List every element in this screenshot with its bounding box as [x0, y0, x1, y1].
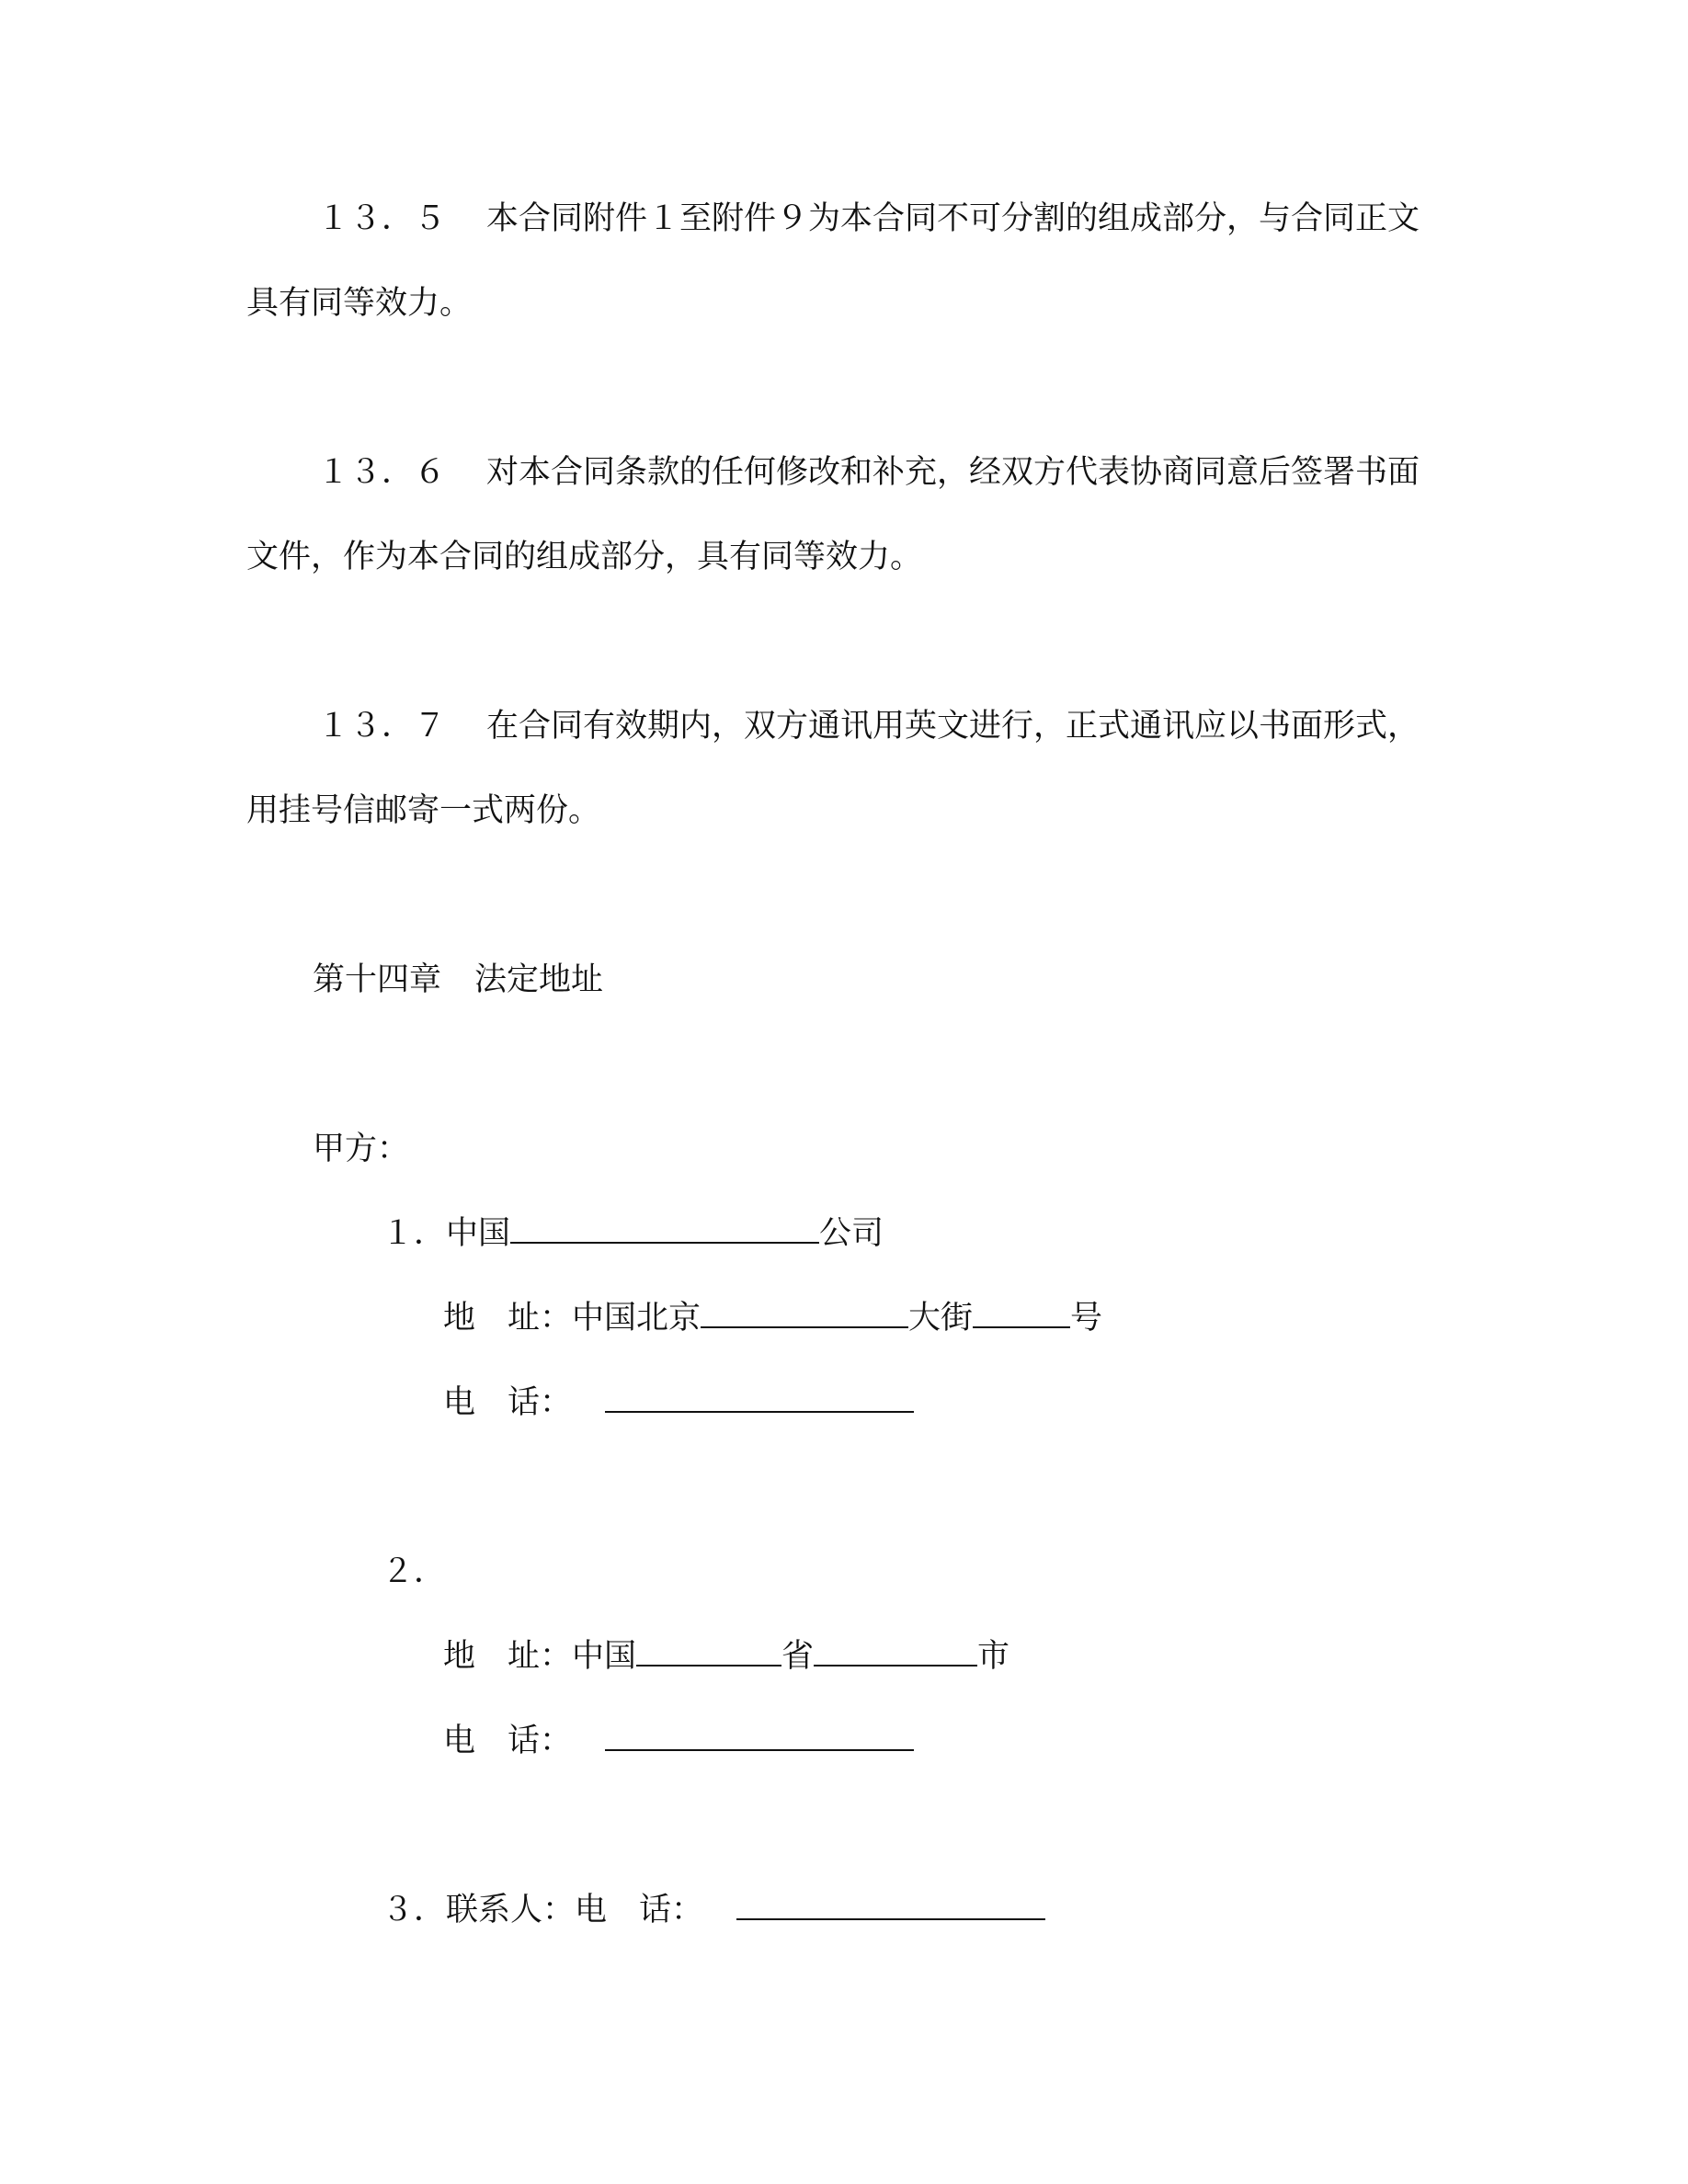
entry-2-number: ２．: [382, 1553, 447, 1590]
company-name-blank[interactable]: [510, 1214, 819, 1244]
clause-number: １３．５: [317, 200, 447, 237]
phone-label: 电 话：: [443, 1723, 573, 1759]
address-label: 地 址：: [443, 1300, 573, 1337]
clause-13-6-line2: 文件，作为本合同的组成部分，具有同等效力。: [246, 539, 923, 575]
entry-number: １．: [382, 1215, 447, 1252]
clause-text: 在合同有效期内，双方通讯用英文进行，正式通讯应以书面形式，: [486, 708, 1420, 745]
address-label: 地 址：: [443, 1638, 573, 1675]
clause-text: 对本合同条款的任何修改和补充，经双方代表协商同意后签署书面: [486, 454, 1420, 491]
clause-13-6-line1: [317, 452, 1420, 493]
company-prefix: 中国: [446, 1215, 511, 1252]
entry-1-phone: [443, 1382, 914, 1423]
address-prefix: 中国北京: [572, 1300, 701, 1337]
phone-label: 电 话：: [575, 1892, 704, 1928]
party-a-label: 甲方：: [313, 1131, 410, 1167]
clause-number: １３．７: [317, 708, 447, 745]
province-blank[interactable]: [636, 1637, 781, 1666]
clause-13-7-line2: 用挂号信邮寄一式两份。: [246, 792, 601, 829]
chapter-heading: [313, 960, 603, 1000]
entry-3-contact: [382, 1890, 1045, 1930]
contact-label: 联系人：: [446, 1892, 576, 1928]
chapter-label: 第十四章: [313, 961, 442, 998]
city-suffix: 市: [977, 1638, 1010, 1675]
entry-2-phone: [443, 1721, 914, 1761]
street-number-blank[interactable]: [973, 1299, 1070, 1328]
contact-phone-blank[interactable]: [736, 1891, 1045, 1920]
number-suffix: 号: [1070, 1300, 1103, 1337]
clause-13-5-line1: [317, 199, 1420, 239]
company-suffix: 公司: [819, 1215, 884, 1252]
address-prefix: 中国: [572, 1638, 637, 1675]
entry-number: ３．: [382, 1892, 447, 1928]
street-suffix: 大街: [908, 1300, 974, 1337]
clause-text: 本合同附件１至附件９为本合同不可分割的组成部分，与合同正文: [486, 200, 1420, 237]
clause-13-7-line1: [317, 706, 1420, 746]
entry-1-company: [382, 1213, 884, 1254]
phone-blank[interactable]: [605, 1722, 914, 1751]
clause-number: １３．６: [317, 454, 447, 491]
city-blank[interactable]: [814, 1637, 977, 1666]
phone-blank[interactable]: [605, 1383, 914, 1413]
phone-label: 电 话：: [443, 1384, 573, 1421]
clause-13-5-line2: 具有同等效力。: [246, 285, 473, 322]
province-suffix: 省: [781, 1638, 815, 1675]
entry-2-address: [443, 1636, 1009, 1677]
chapter-title: 法定地址: [474, 961, 604, 998]
street-blank[interactable]: [701, 1299, 908, 1328]
entry-1-address: [443, 1298, 1102, 1338]
